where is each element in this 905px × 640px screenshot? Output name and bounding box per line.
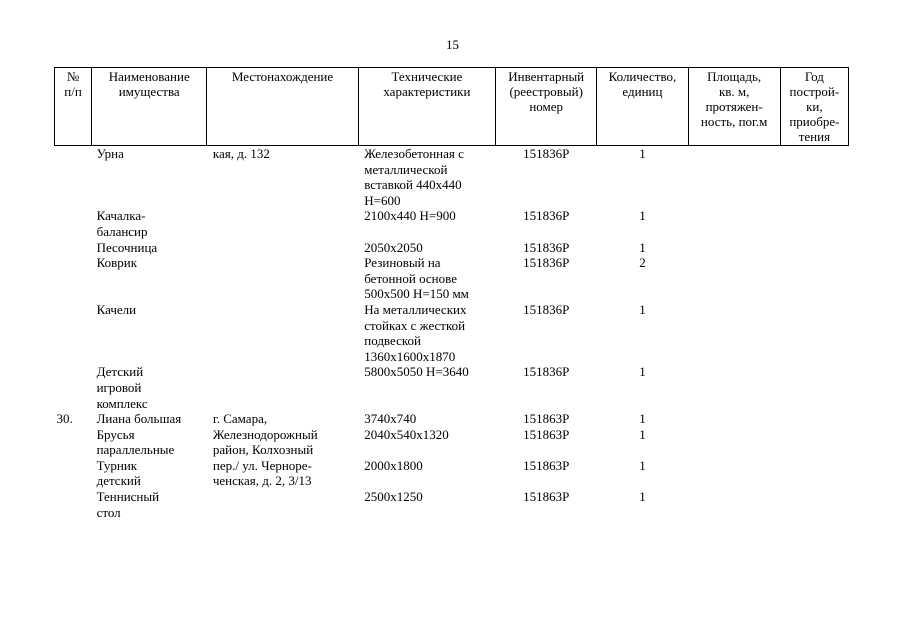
cell-quantity: 1 — [639, 426, 646, 442]
cell-location — [207, 302, 358, 364]
cell-inventory: 151836Р — [523, 364, 570, 380]
table-row — [55, 240, 849, 256]
cell-name: Брусья параллельные — [96, 426, 175, 458]
cell-name: Турник детский — [96, 457, 141, 489]
cell-tech: На металлических стойках с жесткой подвеской 1360х1600х1870 — [364, 301, 467, 364]
cell-quantity: 1 — [639, 239, 646, 255]
cell-tech: 2500х1250 — [364, 489, 423, 505]
cell-tech: Резиновый на бетонной основе 500х500 Н=150 мм — [364, 255, 469, 302]
cell-name: Лиана большая — [96, 411, 182, 427]
cell-quantity: 1 — [639, 208, 646, 224]
cell-tech: 2100х440 Н=900 — [364, 208, 456, 224]
cell-year — [780, 411, 848, 427]
cell-num — [55, 458, 92, 489]
table-row — [55, 302, 849, 364]
cell-area — [688, 240, 780, 256]
cell-inventory: 151836Р — [523, 208, 570, 224]
cell-name: Качели — [96, 301, 137, 317]
cell-year — [780, 364, 848, 411]
cell-year — [780, 240, 848, 256]
cell-inventory: 151863Р — [523, 489, 570, 505]
cell-name: Теннисный стол — [96, 489, 160, 520]
table-row — [55, 411, 849, 427]
cell-name: Урна — [96, 146, 124, 161]
cell-area — [688, 255, 780, 302]
cell-name: Качалка- балансир — [96, 208, 148, 239]
table-row — [55, 427, 849, 458]
header-num: № п/п — [55, 68, 92, 146]
cell-inventory: 151863Р — [523, 426, 570, 442]
cell-area — [688, 364, 780, 411]
table-header — [55, 68, 849, 146]
cell-inventory: 151863Р — [523, 457, 570, 473]
property-table — [54, 67, 849, 520]
table-row — [55, 364, 849, 411]
table-row — [55, 458, 849, 489]
cell-quantity: 1 — [639, 489, 646, 505]
cell-location: г. Самара, — [212, 411, 268, 427]
cell-name: Коврик — [96, 255, 138, 271]
cell-area — [688, 458, 780, 489]
cell-num — [55, 240, 92, 256]
cell-quantity: 1 — [639, 364, 646, 380]
cell-num — [55, 146, 92, 209]
cell-year — [780, 302, 848, 364]
header-area: Площадь, кв. м, протяжен- ность, пог.м — [688, 68, 780, 146]
cell-quantity: 1 — [639, 146, 646, 161]
cell-area — [688, 302, 780, 364]
table-row — [55, 255, 849, 302]
header-year: Год построй- ки, приобре- тения — [780, 68, 848, 146]
cell-area — [688, 411, 780, 427]
cell-tech: Железобетонная с металлической вставкой 440х440 Н=600 — [364, 146, 464, 208]
cell-year — [780, 489, 848, 520]
cell-inventory: 151836Р — [523, 301, 570, 317]
cell-tech: 2000х1800 — [364, 457, 423, 473]
header-name: Наименование имущества — [92, 68, 207, 146]
table-body — [55, 146, 849, 521]
cell-location — [207, 255, 358, 302]
cell-area — [688, 208, 780, 239]
cell-tech: 2040х540х1320 — [364, 426, 449, 442]
cell-year — [780, 255, 848, 302]
cell-location — [207, 240, 358, 256]
cell-tech: 3740х740 — [364, 411, 417, 427]
table-row — [55, 208, 849, 239]
cell-location: Железнодорожный район, Колхозный — [212, 426, 318, 458]
header-inventory: Инвентарный (реестровый) номер — [496, 68, 597, 146]
cell-quantity: 1 — [639, 411, 646, 427]
cell-num — [55, 427, 92, 458]
cell-inventory: 151836Р — [523, 146, 570, 161]
cell-tech: 5800х5050 Н=3640 — [364, 364, 469, 380]
cell-year — [780, 427, 848, 458]
cell-inventory: 151836Р — [523, 239, 570, 255]
cell-num — [55, 489, 92, 520]
cell-location: кая, д. 132 — [212, 146, 270, 161]
cell-num — [55, 302, 92, 364]
cell-num — [55, 255, 92, 302]
cell-quantity: 2 — [639, 255, 646, 271]
cell-area — [688, 489, 780, 520]
header-quantity: Количество, единиц — [597, 68, 688, 146]
cell-num — [55, 364, 92, 411]
cell-num: 30. — [56, 411, 73, 427]
table-row — [55, 146, 849, 209]
cell-inventory: 151863Р — [523, 411, 570, 427]
cell-location: пер./ ул. Черноре- ченская, д. 2, 3/13 — [212, 457, 312, 489]
cell-year — [780, 458, 848, 489]
cell-quantity: 1 — [639, 457, 646, 473]
cell-location — [207, 208, 358, 239]
cell-name: Песочница — [96, 239, 158, 255]
cell-inventory: 151836Р — [523, 255, 570, 271]
header-location: Местонахождение — [207, 68, 358, 146]
cell-location — [207, 489, 358, 520]
cell-name: Детский игровой комплекс — [96, 364, 148, 411]
cell-area — [688, 427, 780, 458]
cell-num — [55, 208, 92, 239]
page-number: 15 — [446, 37, 459, 52]
header-tech: Технические характеристики — [358, 68, 495, 146]
table-row — [55, 489, 849, 520]
cell-year — [780, 208, 848, 239]
cell-tech: 2050х2050 — [364, 239, 423, 255]
cell-area — [688, 146, 780, 209]
cell-location — [207, 364, 358, 411]
cell-quantity: 1 — [639, 301, 646, 317]
cell-year — [780, 146, 848, 209]
